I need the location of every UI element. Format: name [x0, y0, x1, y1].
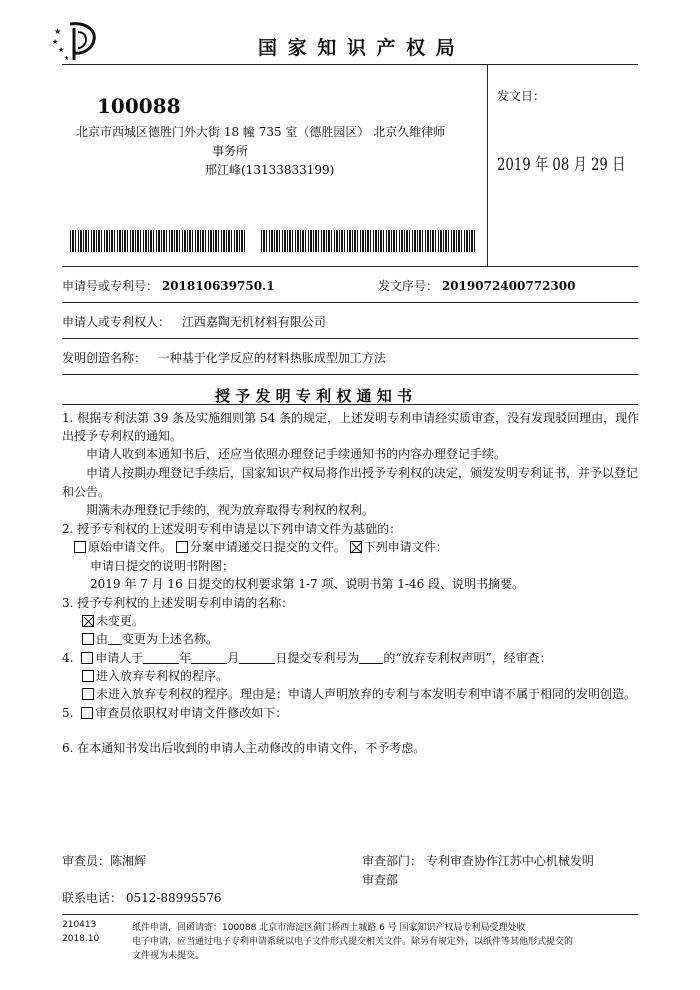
application-number: 201810639750.1	[161, 279, 275, 293]
examination-department: 审查部门： 专利审查协作江苏中心机械发明	[362, 854, 594, 868]
option-label: 审查员依职权对申请文件修改如下：	[95, 706, 288, 720]
document-list-item: 2019 年 7 月 16 日提交的权利要求第 1-7 项、说明书第 1-46 段、说明书摘要。	[90, 577, 525, 591]
document-list-item: 申请日提交的说明书附图；	[90, 559, 235, 573]
document-basis-options	[74, 539, 448, 555]
svg-text:★: ★	[54, 27, 62, 36]
waiver-text: 申请人于	[95, 651, 144, 665]
header-rule	[62, 64, 638, 65]
paragraph-1: 出授予专利权的通知。	[62, 429, 183, 443]
option-label: 变更为上述名称。	[122, 632, 219, 646]
footer-note: 电子申请，应当通过电子专利申请系统以电子文件形式提交相关文件。除另有规定外，以纸件等其他形式提交的	[132, 937, 574, 947]
cnipa-logo	[52, 20, 100, 62]
checkbox-waiver[interactable]	[81, 652, 93, 664]
invention-field	[62, 350, 386, 366]
checkbox-title-changed[interactable]	[82, 633, 94, 645]
waiver-text: 日提交专利号为	[275, 651, 360, 665]
waiver-option	[82, 668, 228, 684]
option-label: 原始申请文件。	[88, 540, 173, 554]
option-label: 未变更。	[96, 614, 145, 628]
contact-phone: 联系电话： 0512-88995576	[62, 891, 222, 905]
item-number: 5.	[62, 706, 74, 720]
paragraph-6: 6. 在本通知书发出后收到的申请人主动修改的申请文件，不予考虑。	[62, 741, 426, 755]
examination-department: 审查部	[362, 873, 399, 887]
form-version: 2018.10	[62, 934, 100, 944]
field-rule	[62, 374, 638, 375]
paragraph-1: 申请人按期办理登记手续后，国家知识产权局将作出授予专利权的决定，颁发发明专利证书，并予以登记	[86, 466, 639, 480]
waiver-text: 年	[179, 651, 192, 665]
contact-name: 邢江峰(13133833199)	[205, 163, 335, 177]
application-number-field	[62, 278, 275, 294]
option-label: 下列申请文件：	[363, 540, 448, 554]
footer-note: 纸件申请，回函请寄：100088 北京市海淀区蓟门桥西土城路 6 号 国家知识产权局专利局受理处收	[132, 923, 526, 933]
field-rule	[62, 338, 638, 339]
item-number: 4.	[62, 651, 74, 665]
postcode: 100088	[97, 94, 181, 118]
application-number-label: 申请号或专利号：	[62, 279, 159, 293]
svg-text:★: ★	[58, 46, 65, 54]
checkbox-following-docs[interactable]	[350, 541, 362, 553]
invention-label: 发明创造名称：	[62, 351, 147, 365]
paragraph-4	[62, 650, 552, 666]
paragraph-1: 期满未办理登记手续的，视为放弃取得专利权的权利。	[86, 503, 375, 517]
title-rule	[62, 404, 638, 405]
applicant-field	[62, 314, 326, 330]
office-title: 国 家 知 识 产 权 局	[258, 37, 457, 59]
blank-field	[108, 632, 122, 645]
barcode	[261, 230, 477, 252]
serial-number-field	[378, 278, 575, 294]
waiver-text: 月	[227, 651, 240, 665]
title-unchanged-option	[82, 613, 144, 629]
paragraph-1: 和公告。	[62, 485, 111, 499]
option-label: 进入放弃专利权的程序。	[96, 669, 229, 683]
checkbox-enter-waiver[interactable]	[82, 670, 94, 682]
paragraph-2: 2. 授予专利权的上述发明专利申请是以下列申请文件为基础的：	[62, 522, 402, 536]
dispatch-date: 2019 年 08 月 29 日	[497, 155, 626, 175]
waiver-option	[82, 686, 636, 702]
option-label: 未进入放弃专利权的程序。理由是：申请人声明放弃的专利与本发明专利申请不属于相同的发明创造。	[96, 687, 637, 701]
checkbox-divisional-docs[interactable]	[176, 541, 188, 553]
paragraph-5	[62, 705, 287, 721]
address-line: 事务所	[212, 144, 249, 158]
applicant-name: 江西嘉陶无机材料有限公司	[181, 315, 326, 329]
barcode	[70, 230, 245, 252]
address-divider	[487, 64, 488, 266]
address-bottom-rule	[62, 266, 638, 267]
applicant-label: 申请人或专利权人：	[62, 315, 171, 329]
address-line: 北京市西城区德胜门外大街 18 幢 735 室（德胜园区） 北京久维律师	[76, 125, 446, 139]
checkbox-examiner-amendment[interactable]	[81, 707, 93, 719]
svg-text:★: ★	[52, 38, 59, 46]
checkbox-title-unchanged[interactable]	[82, 615, 94, 627]
paragraph-1: 申请人收到本通知书后，还应当依照办理登记手续通知书的内容办理登记手续。	[86, 447, 507, 461]
footer-rule	[62, 914, 638, 915]
option-label: 由	[96, 632, 109, 646]
blank-field	[143, 651, 179, 664]
serial-number: 2019072400772300	[441, 279, 576, 293]
invention-title: 一种基于化学反应的材料热胀成型加工方法	[157, 351, 386, 365]
blank-field	[191, 651, 227, 664]
waiver-text: 的“放弃专利权声明”，经审查：	[383, 651, 552, 665]
form-code: 210413	[62, 920, 97, 930]
checkbox-original-docs[interactable]	[74, 541, 86, 553]
field-rule	[62, 302, 638, 303]
option-label: 分案申请递交日提交的文件。	[189, 540, 346, 554]
serial-number-label: 发文序号：	[378, 279, 439, 293]
title-changed-option	[82, 631, 218, 647]
footer-note: 文件视为未提交。	[132, 951, 205, 961]
blank-field	[239, 651, 275, 664]
paragraph-3: 3. 授予专利权的上述发明专利申请的名称：	[62, 596, 294, 610]
blank-field	[359, 651, 383, 664]
notice-title: 授 予 发 明 专 利 权 通 知 书	[215, 387, 413, 405]
svg-text:★: ★	[64, 55, 70, 62]
examiner-name: 审查员：陈湘辉	[62, 854, 147, 868]
checkbox-no-waiver[interactable]	[82, 688, 94, 700]
dispatch-label: 发文日：	[497, 89, 546, 103]
paragraph-1: 1. 根据专利法第 39 条及实施细则第 54 条的规定，上述发明专利申请经实质审查，没有发现驳回理由，现作	[62, 411, 640, 425]
